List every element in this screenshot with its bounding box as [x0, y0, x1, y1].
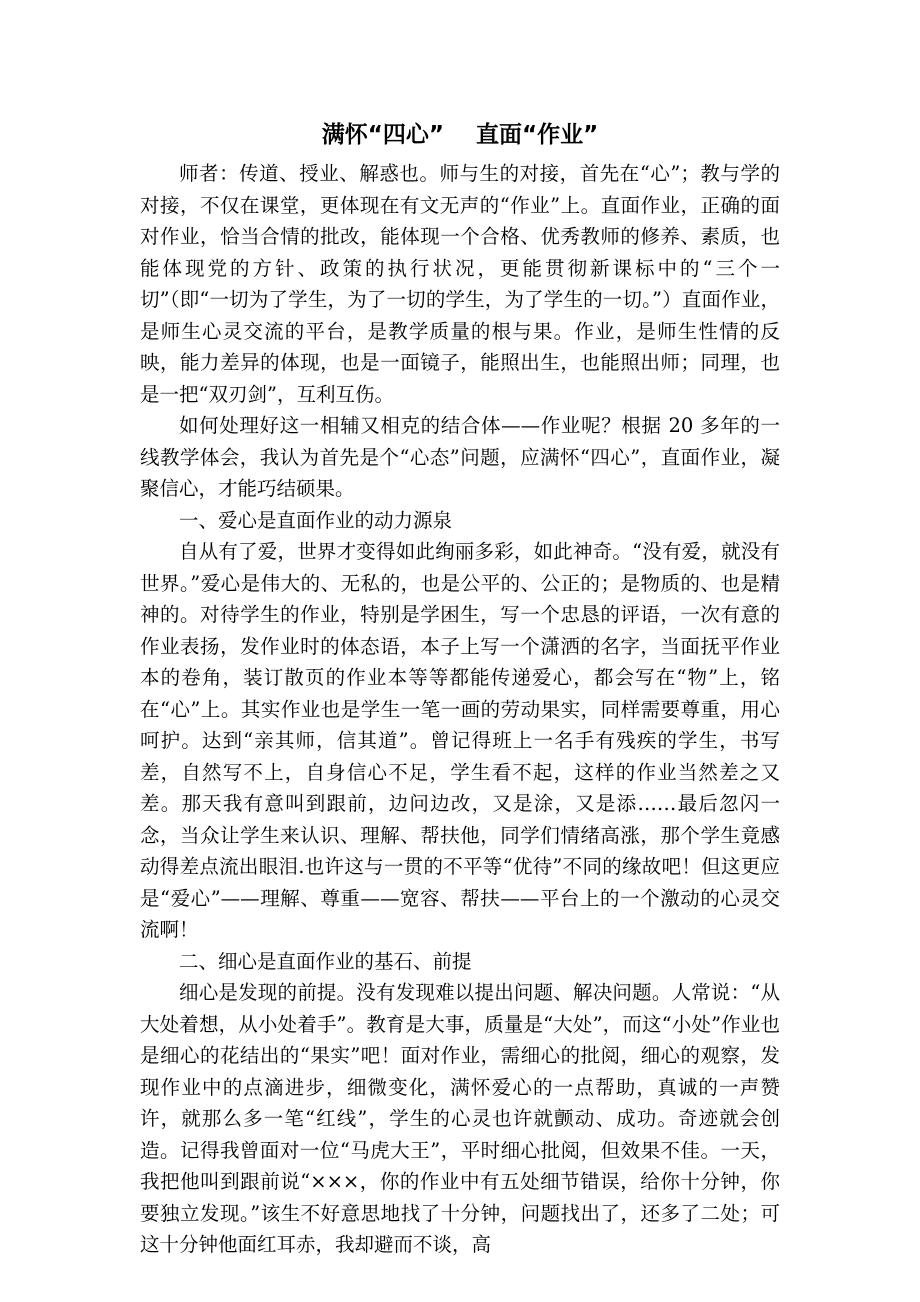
paragraph-love: 自从有了爱，世界才变得如此绚丽多彩，如此神奇。“没有爱，就没有世界。”爱心是伟大的、无私的，也是公平的、公正的；是物质的、也是精神的。对待学生的作业，特别是学困生，写一个忠恳的评语，一次有意的作业表扬，发作业时的体态语，本子上写一个潇洒的名字，当面抚平作业本的卷角，装订散页的作业本等等都能传递爱心，都会写在“物”上，铭在“心”上。其实作业也是学生一笔一画的劳动果实，同样需要尊重，用心呵护。达到“亲其师，信其道”。曾记得班上一名手有残疾的学生，书写差，自然写不上，自身信心不足，学生看不起，这样的作业当然差之又差。那天我有意叫到跟前，边问边改，又是涂，又是添……最后忽闪一念，当众让学生来认识、理解、帮扶他，同学们情绪高涨，那个学生竟感动得差点流出眼泪.也许这与一贯的不平等“优待”不同的缘故吧！但这更应是“爱心”——理解、尊重——宽容、帮扶——平台上的一个激动的心灵交流啊！: [140, 540, 780, 941]
section-heading-care: 二、细心是直面作业的基石、前提: [179, 949, 472, 973]
document-body: [140, 158, 780, 1261]
document-title: 满怀“四心” 直面“作业”: [321, 122, 599, 148]
paragraph-question: 如何处理好这一相辅又相克的结合体——作业呢？根据 20 多年的一线教学体会，我认为首先是个“心态”问题，应满怀“四心”，直面作业，凝聚信心，才能巧结硕果。: [140, 414, 780, 500]
paragraph-care: 细心是发现的前提。没有发现难以提出问题、解决问题。人常说：“从大处着想，从小处着手”。教育是大事，质量是“大处”，而这“小处”作业也是细心的花结出的“果实”吧！面对作业，需细心的批阅，细心的观察，发现作业中的点滴进步，细微变化，满怀爱心的一点帮助，真诚的一声赞许，就那么多一笔“红线”，学生的心灵也许就颤动、成功。奇迹就会创造。记得我曾面对一位“马虎大王”，平时细心批阅，但效果不佳。一天，我把他叫到跟前说“×××，你的作业中有五处细节错误，给你十分钟，你要独立发现。”该生不好意思地找了十分钟，问题找出了，还多了二处；可这十分钟他面红耳赤，我却避而不谈，高: [140, 981, 780, 1256]
paragraph-intro: 师者：传道、授业、解惑也。师与生的对接，首先在“心”；教与学的对接，不仅在课堂，更体现在有文无声的“作业”上。直面作业，正确的面对作业，恰当合情的批改，能体现一个合格、优秀教师的修养、素质，也能体现党的方针、政策的执行状况，更能贯彻新课标中的“三个一切”（即“一切为了学生，为了一切的学生，为了学生的一切。”）直面作业，是师生心灵交流的平台，是教学质量的根与果。作业，是师生性情的反映，能力差异的体现，也是一面镜子，能照出生，也能照出师；同理，也是一把“双刃剑”，互利互伤。: [140, 162, 780, 406]
section-heading-love: 一、爱心是直面作业的动力源泉: [179, 508, 453, 532]
